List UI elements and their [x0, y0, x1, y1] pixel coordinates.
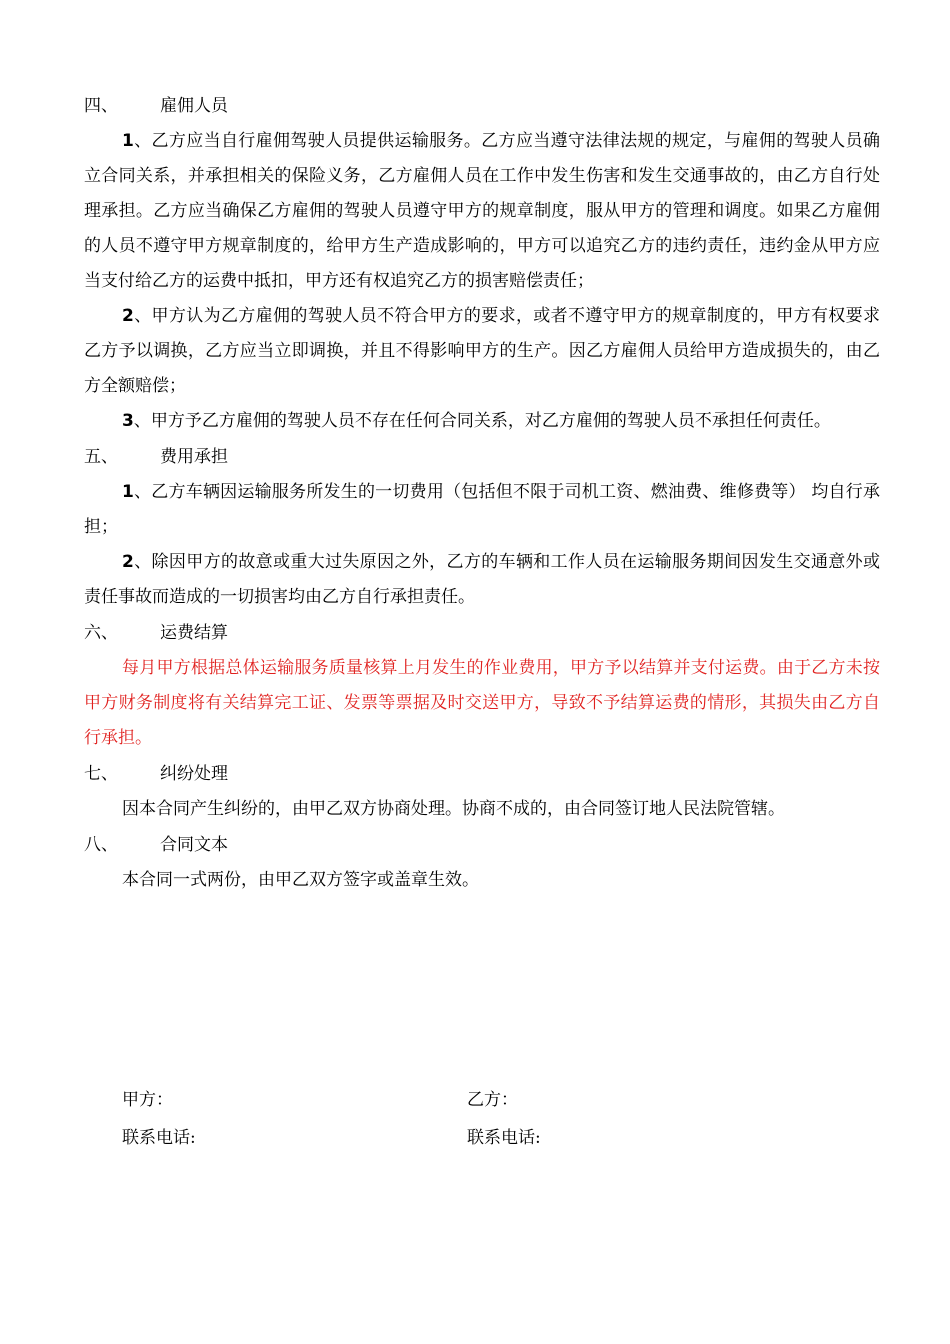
clause-text: 、甲方认为乙方雇佣的驾驶人员不符合甲方的要求，或者不遵守甲方的规章制度的，甲方有权要求乙方予以调换，乙方应当立即调换，并且不得影响甲方的生产。因乙方雇佣人员给甲方造成损失的，由乙方全额赔偿； [84, 306, 880, 396]
party-a-phone-label: 联系电话: [122, 1128, 196, 1148]
section-number: 七、 [84, 764, 118, 784]
clause-paragraph [84, 404, 880, 439]
clause-number: 1 [122, 131, 134, 151]
clause-number: 2 [122, 552, 134, 572]
section-number: 六、 [84, 623, 118, 643]
section-heading [84, 439, 880, 475]
section-title: 费用承担 [160, 447, 228, 467]
section-number: 八、 [84, 835, 118, 855]
party-a-label: 甲方： [122, 1090, 173, 1110]
section-number: 四、 [84, 96, 118, 116]
section-title: 纠纷处理 [160, 764, 228, 784]
clause-paragraph [84, 475, 880, 545]
settlement-paragraph: 每月甲方根据总体运输服务质量核算上月发生的作业费用，甲方予以结算并支付运费。由于乙方未按甲方财务制度将有关结算完工证、发票等票据及时交送甲方，导致不予结算运费的情形，其损失由乙方自行承担。 [84, 658, 880, 748]
section-heading [84, 827, 880, 863]
clause-text: 、甲方予乙方雇佣的驾驶人员不存在任何合同关系，对乙方雇佣的驾驶人员不承担任何责任。 [133, 411, 831, 431]
party-b-phone-label: 联系电话: [467, 1128, 541, 1148]
section-heading [84, 88, 880, 124]
clause-number: 3 [122, 411, 134, 431]
contract-body [84, 88, 880, 898]
section-number: 五、 [84, 447, 118, 467]
clause-paragraph [84, 299, 880, 404]
section-title: 雇佣人员 [160, 96, 228, 116]
clause-number: 2 [122, 306, 134, 326]
clause-text: 、乙方应当自行雇佣驾驶人员提供运输服务。乙方应当遵守法律法规的规定，与雇佣的驾驶人员确立合同关系，并承担相关的保险义务，乙方雇佣人员在工作中发生伤害和发生交通事故的，由乙方自行处理承担。乙方应当确保乙方雇佣的驾驶人员遵守甲方的规章制度，服从甲方的管理和调度。如果乙方雇佣的人员不遵守甲方规章制度的，给甲方生产造成影响的，甲方可以追究乙方的违约责任，违约金从甲方应当支付给乙方的运费中抵扣，甲方还有权追究乙方的损害赔偿责任； [84, 131, 880, 291]
clause-text: 、除因甲方的故意或重大过失原因之外，乙方的车辆和工作人员在运输服务期间因发生交通意外或责任事故而造成的一切损害均由乙方自行承担责任。 [84, 552, 880, 607]
clause-number: 1 [122, 482, 134, 502]
section-heading [84, 615, 880, 651]
party-b-label: 乙方： [467, 1090, 518, 1110]
clause-text: 、乙方车辆因运输服务所发生的一切费用（包括但不限于司机工资、燃油费、维修费等） 均自行承担； [84, 482, 880, 537]
section-heading [84, 756, 880, 792]
section-title: 运费结算 [160, 623, 228, 643]
clause-paragraph [84, 124, 880, 299]
contract-copies-paragraph: 本合同一式两份，由甲乙双方签字或盖章生效。 [122, 870, 479, 890]
dispute-paragraph: 因本合同产生纠纷的，由甲乙双方协商处理。协商不成的，由合同签订地人民法院管辖。 [122, 799, 785, 819]
clause-paragraph [84, 545, 880, 615]
section-title: 合同文本 [160, 835, 228, 855]
